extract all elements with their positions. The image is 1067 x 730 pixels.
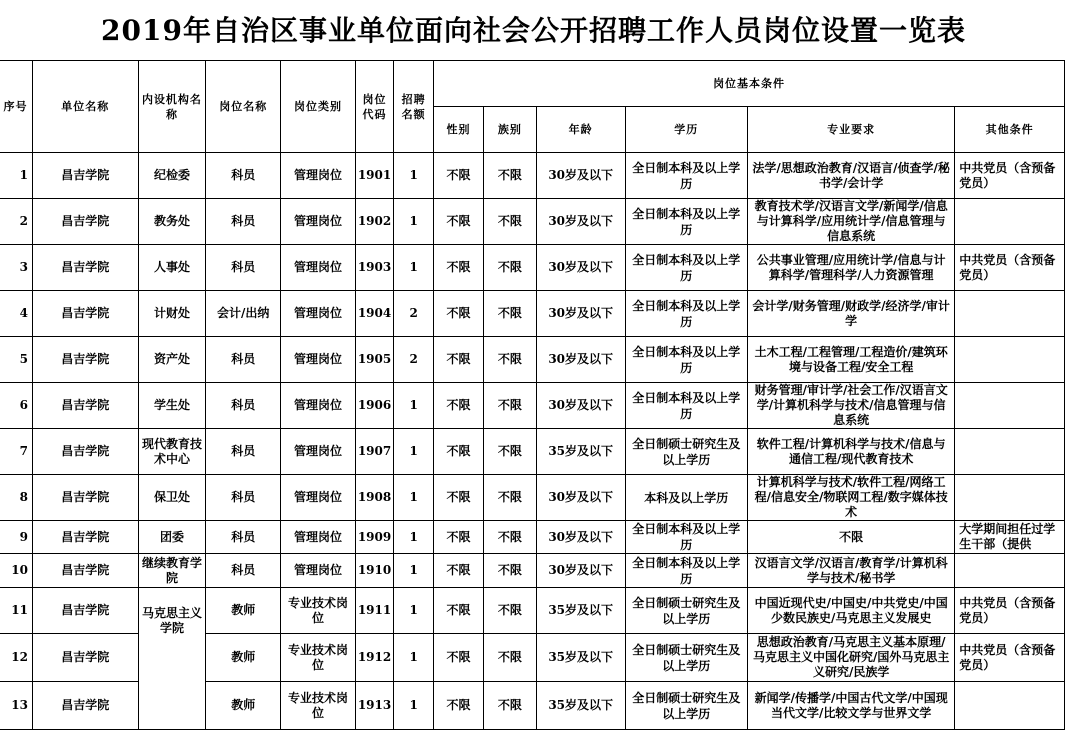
cell-dept: 现代教育技术中心 [138,429,206,475]
cell-ethnic: 不限 [483,245,536,291]
cell-count: 1 [394,634,434,682]
cell-code: 1911 [355,588,393,634]
header-code: 岗位代码 [355,61,393,153]
cell-age: 35岁及以下 [536,429,625,475]
cell-gender: 不限 [434,153,484,199]
cell-age: 30岁及以下 [536,245,625,291]
cell-category: 管理岗位 [281,153,356,199]
cell-unit: 昌吉学院 [32,153,138,199]
cell-gender: 不限 [434,383,484,429]
cell-unit: 昌吉学院 [32,554,138,588]
cell-unit: 昌吉学院 [32,521,138,554]
cell-unit: 昌吉学院 [32,291,138,337]
cell-ethnic: 不限 [483,521,536,554]
cell-unit: 昌吉学院 [32,475,138,521]
cell-post: 科员 [206,245,281,291]
cell-major: 财务管理/审计学/社会工作/汉语言文学/计算机科学与技术/信息管理与信息系统 [748,383,955,429]
cell-category: 管理岗位 [281,291,356,337]
cell-dept: 马克思主义学院 [138,588,206,730]
cell-post: 科员 [206,383,281,429]
cell-major: 不限 [748,521,955,554]
cell-age: 35岁及以下 [536,588,625,634]
cell-dept: 人事处 [138,245,206,291]
table-row [0,429,1065,475]
cell-category: 专业技术岗位 [281,634,356,682]
cell-category: 专业技术岗位 [281,682,356,730]
cell-other [955,429,1065,475]
cell-gender: 不限 [434,475,484,521]
header-unit: 单位名称 [32,61,138,153]
table-row [0,291,1065,337]
cell-post: 科员 [206,337,281,383]
cell-dept: 继续教育学院 [138,554,206,588]
header-post: 岗位名称 [206,61,281,153]
cell-other [955,199,1065,245]
cell-gender: 不限 [434,521,484,554]
cell-category: 管理岗位 [281,475,356,521]
header-education: 学历 [625,107,748,153]
cell-major: 思想政治教育/马克思主义基本原理/马克思主义中国化研究/国外马克思主义研究/民族学 [748,634,955,682]
cell-code: 1901 [355,153,393,199]
cell-seq: 1 [0,153,32,199]
cell-seq: 10 [0,554,32,588]
header-dept: 内设机构名称 [138,61,206,153]
cell-age: 30岁及以下 [536,337,625,383]
cell-category: 管理岗位 [281,429,356,475]
cell-post: 科员 [206,475,281,521]
cell-unit: 昌吉学院 [32,682,138,730]
cell-count: 1 [394,475,434,521]
cell-age: 35岁及以下 [536,634,625,682]
table-row [0,245,1065,291]
table-row [0,153,1065,199]
cell-major: 中国近现代史/中国史/中共党史/中国少数民族史/马克思主义发展史 [748,588,955,634]
cell-post: 科员 [206,199,281,245]
cell-age: 30岁及以下 [536,291,625,337]
cell-ethnic: 不限 [483,475,536,521]
cell-dept: 计财处 [138,291,206,337]
cell-major: 土木工程/工程管理/工程造价/建筑环境与设备工程/安全工程 [748,337,955,383]
cell-seq: 5 [0,337,32,383]
cell-count: 1 [394,588,434,634]
positions-table [0,60,1065,730]
cell-post: 会计/出纳 [206,291,281,337]
cell-seq: 4 [0,291,32,337]
cell-other [955,291,1065,337]
cell-major: 法学/思想政治教育/汉语言/侦查学/秘书学/会计学 [748,153,955,199]
cell-age: 30岁及以下 [536,199,625,245]
cell-age: 30岁及以下 [536,554,625,588]
cell-gender: 不限 [434,634,484,682]
header-basic-conditions: 岗位基本条件 [434,61,1065,107]
header-category: 岗位类别 [281,61,356,153]
cell-code: 1909 [355,521,393,554]
cell-education: 全日制本科及以上学历 [625,383,748,429]
cell-code: 1908 [355,475,393,521]
cell-count: 1 [394,245,434,291]
cell-unit: 昌吉学院 [32,337,138,383]
cell-other [955,383,1065,429]
cell-count: 1 [394,682,434,730]
cell-other: 中共党员（含预备党员） [955,634,1065,682]
cell-code: 1907 [355,429,393,475]
cell-ethnic: 不限 [483,554,536,588]
cell-code: 1903 [355,245,393,291]
cell-post: 科员 [206,521,281,554]
header-gender: 性别 [434,107,484,153]
table-row [0,475,1065,521]
cell-education: 本科及以上学历 [625,475,748,521]
header-row-1 [0,61,1065,107]
cell-ethnic: 不限 [483,682,536,730]
cell-count: 2 [394,291,434,337]
table-row [0,554,1065,588]
cell-code: 1912 [355,634,393,682]
cell-age: 35岁及以下 [536,682,625,730]
cell-education: 全日制本科及以上学历 [625,337,748,383]
cell-category: 管理岗位 [281,245,356,291]
cell-ethnic: 不限 [483,383,536,429]
document-title: 2019年自治区事业单位面向社会公开招聘工作人员岗位设置一览表 [101,14,966,47]
cell-count: 1 [394,429,434,475]
cell-unit: 昌吉学院 [32,588,138,634]
header-other: 其他条件 [955,107,1065,153]
cell-count: 2 [394,337,434,383]
header-age: 年龄 [536,107,625,153]
cell-dept: 纪检委 [138,153,206,199]
cell-gender: 不限 [434,588,484,634]
cell-unit: 昌吉学院 [32,383,138,429]
cell-age: 30岁及以下 [536,383,625,429]
cell-education: 全日制本科及以上学历 [625,245,748,291]
cell-post: 教师 [206,588,281,634]
cell-dept: 资产处 [138,337,206,383]
header-count: 招聘名额 [394,61,434,153]
table-row [0,199,1065,245]
cell-count: 1 [394,554,434,588]
table-row [0,383,1065,429]
cell-major: 教育技术学/汉语言文学/新闻学/信息与计算科学/应用统计学/信息管理与信息系统 [748,199,955,245]
cell-education: 全日制本科及以上学历 [625,554,748,588]
cell-other: 大学期间担任过学生干部（提供 [955,521,1065,554]
cell-education: 全日制硕士研究生及以上学历 [625,682,748,730]
cell-gender: 不限 [434,199,484,245]
cell-category: 管理岗位 [281,383,356,429]
cell-seq: 11 [0,588,32,634]
cell-code: 1904 [355,291,393,337]
cell-education: 全日制本科及以上学历 [625,521,748,554]
cell-post: 科员 [206,429,281,475]
cell-major: 软件工程/计算机科学与技术/信息与通信工程/现代教育技术 [748,429,955,475]
cell-code: 1913 [355,682,393,730]
cell-post: 科员 [206,153,281,199]
cell-ethnic: 不限 [483,337,536,383]
cell-major: 会计学/财务管理/财政学/经济学/审计学 [748,291,955,337]
cell-code: 1902 [355,199,393,245]
cell-ethnic: 不限 [483,153,536,199]
cell-gender: 不限 [434,554,484,588]
cell-education: 全日制硕士研究生及以上学历 [625,588,748,634]
cell-count: 1 [394,521,434,554]
cell-dept: 团委 [138,521,206,554]
cell-dept: 教务处 [138,199,206,245]
cell-seq: 2 [0,199,32,245]
cell-major: 计算机科学与技术/软件工程/网络工程/信息安全/物联网工程/数字媒体技术 [748,475,955,521]
header-seq: 序号 [0,61,32,153]
cell-count: 1 [394,199,434,245]
cell-unit: 昌吉学院 [32,429,138,475]
cell-post: 教师 [206,634,281,682]
cell-other [955,475,1065,521]
cell-age: 30岁及以下 [536,475,625,521]
cell-post: 科员 [206,554,281,588]
cell-major: 新闻学/传播学/中国古代文学/中国现当代文学/比较文学与世界文学 [748,682,955,730]
cell-gender: 不限 [434,682,484,730]
cell-seq: 9 [0,521,32,554]
cell-gender: 不限 [434,429,484,475]
cell-category: 管理岗位 [281,554,356,588]
cell-seq: 8 [0,475,32,521]
cell-seq: 6 [0,383,32,429]
cell-unit: 昌吉学院 [32,245,138,291]
cell-other: 中共党员（含预备党员） [955,245,1065,291]
cell-other [955,554,1065,588]
cell-major: 公共事业管理/应用统计学/信息与计算科学/管理科学/人力资源管理 [748,245,955,291]
cell-unit: 昌吉学院 [32,199,138,245]
cell-category: 管理岗位 [281,199,356,245]
cell-major: 汉语言文学/汉语言/教育学/计算机科学与技术/秘书学 [748,554,955,588]
table-row [0,337,1065,383]
cell-age: 30岁及以下 [536,521,625,554]
cell-other [955,337,1065,383]
cell-code: 1910 [355,554,393,588]
cell-dept: 学生处 [138,383,206,429]
cell-gender: 不限 [434,245,484,291]
cell-seq: 3 [0,245,32,291]
table-row [0,521,1065,554]
cell-education: 全日制本科及以上学历 [625,199,748,245]
cell-code: 1906 [355,383,393,429]
cell-age: 30岁及以下 [536,153,625,199]
cell-code: 1905 [355,337,393,383]
cell-category: 管理岗位 [281,521,356,554]
cell-other: 中共党员（含预备党员） [955,153,1065,199]
table-body [0,153,1065,730]
header-ethnic: 族别 [483,107,536,153]
cell-post: 教师 [206,682,281,730]
cell-gender: 不限 [434,291,484,337]
cell-other [955,682,1065,730]
cell-education: 全日制硕士研究生及以上学历 [625,429,748,475]
cell-category: 专业技术岗位 [281,588,356,634]
cell-ethnic: 不限 [483,634,536,682]
table-row [0,588,1065,634]
cell-ethnic: 不限 [483,291,536,337]
cell-other: 中共党员（含预备党员） [955,588,1065,634]
cell-seq: 13 [0,682,32,730]
cell-count: 1 [394,383,434,429]
cell-seq: 7 [0,429,32,475]
cell-seq: 12 [0,634,32,682]
cell-ethnic: 不限 [483,199,536,245]
cell-gender: 不限 [434,337,484,383]
cell-ethnic: 不限 [483,429,536,475]
cell-count: 1 [394,153,434,199]
cell-unit: 昌吉学院 [32,634,138,682]
cell-ethnic: 不限 [483,588,536,634]
cell-education: 全日制本科及以上学历 [625,291,748,337]
cell-dept: 保卫处 [138,475,206,521]
cell-education: 全日制硕士研究生及以上学历 [625,634,748,682]
cell-category: 管理岗位 [281,337,356,383]
header-major: 专业要求 [748,107,955,153]
cell-education: 全日制本科及以上学历 [625,153,748,199]
